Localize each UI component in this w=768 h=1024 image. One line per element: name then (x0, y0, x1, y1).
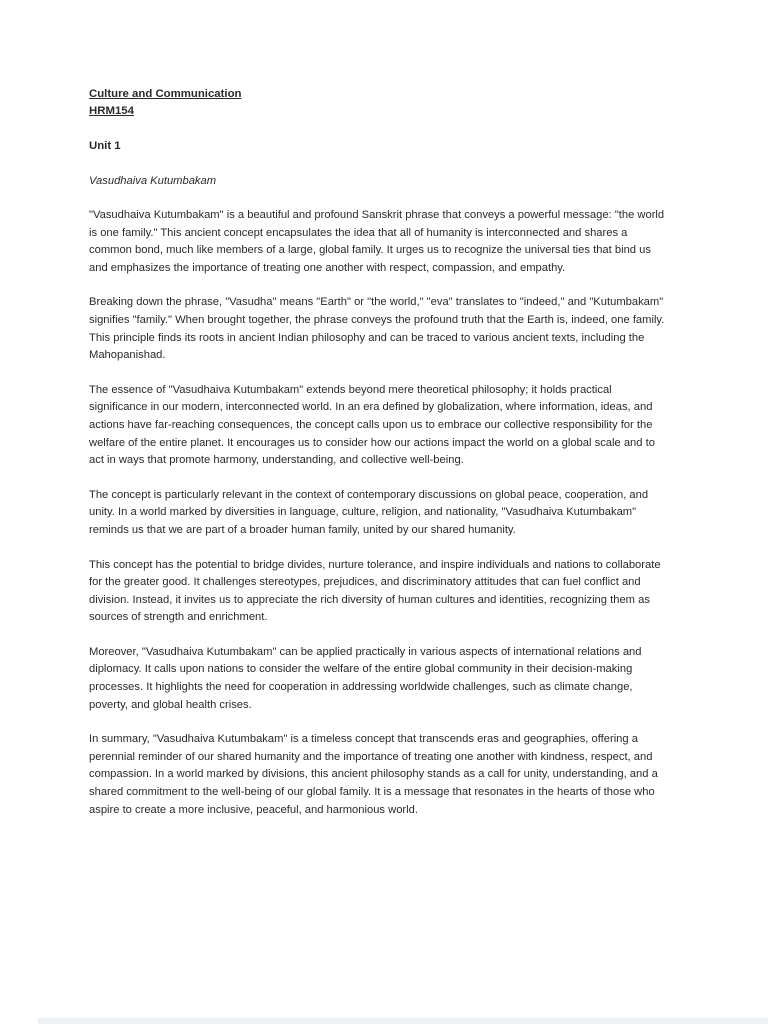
course-code: HRM154 (89, 105, 134, 117)
paragraph: The essence of "Vasudhaiva Kutumbakam" extends beyond mere theoretical philosophy; it holds practical significance in our modern, interconnected world. In an era defined by globalization, where information, ideas, and actions have far-reaching consequences, the concept calls upon us to embrace our collective responsibility for the welfare of the entire planet. It encourages us to consider how our actions impact the world on a global scale and to act in ways that promote harmony, understanding, and collective well-being. (89, 383, 655, 467)
document-body (89, 86, 671, 819)
course-title: Culture and Communication (89, 88, 242, 100)
paragraph: "Vasudhaiva Kutumbakam" is a beautiful and profound Sanskrit phrase that conveys a powerful message: "the world is one family." This ancient concept encapsulates the idea that all of humanity is interconnected and shares a common bond, much like members of a large, global family. It urges us to recognize the universal ties that bind us and emphasizes the importance of treating one another with respect, compassion, and empathy. (89, 209, 665, 274)
paragraph: Moreover, "Vasudhaiva Kutumbakam" can be applied practically in various aspects of international relations and diplomacy. It calls upon nations to consider the welfare of the entire global community in their decision-making processes. It highlights the need for cooperation in addressing worldwide challenges, such as climate change, poverty, and global health crises. (89, 645, 642, 711)
paragraph: Breaking down the phrase, "Vasudha" means "Earth" or "the world," "eva" translates to "indeed," and "Kutumbakam" signifies "family." When brought together, the phrase conveys the profound truth that the Earth is, indeed, one family. This principle finds its roots in ancient Indian philosophy and can be traced to various ancient texts, including the Mahopanishad. (89, 296, 665, 362)
topic-subtitle: Vasudhaiva Kutumbakam (89, 175, 217, 187)
viewer-bottom-band (38, 1018, 768, 1024)
paragraph: The concept is particularly relevant in the context of contemporary discussions on global peace, cooperation, and unity. In a world marked by diversities in language, culture, religion, and nationality, "Vasudhaiva Kutumbakam" reminds us that we are part of a broader human family, united by our shared humanity. (89, 488, 649, 536)
paragraph: In summary, "Vasudhaiva Kutumbakam" is a timeless concept that transcends eras and geographies, offering a perennial reminder of our shared humanity and the importance of treating one another with kindness, respect, and compassion. In a world marked by divisions, this ancient philosophy stands as a call for unity, understanding, and a shared commitment to the well-being of our global family. It is a message that resonates in the hearts of those who aspire to create a more inclusive, peaceful, and harmonious world. (89, 733, 658, 816)
unit-heading: Unit 1 (89, 140, 121, 152)
paragraph: This concept has the potential to bridge divides, nurture tolerance, and inspire individuals and nations to collaborate for the greater good. It challenges stereotypes, prejudices, and discriminatory attitudes that can fuel conflict and division. Instead, it invites us to appreciate the rich diversity of human cultures and identities, recognizing them as sources of strength and enrichment. (89, 558, 661, 624)
